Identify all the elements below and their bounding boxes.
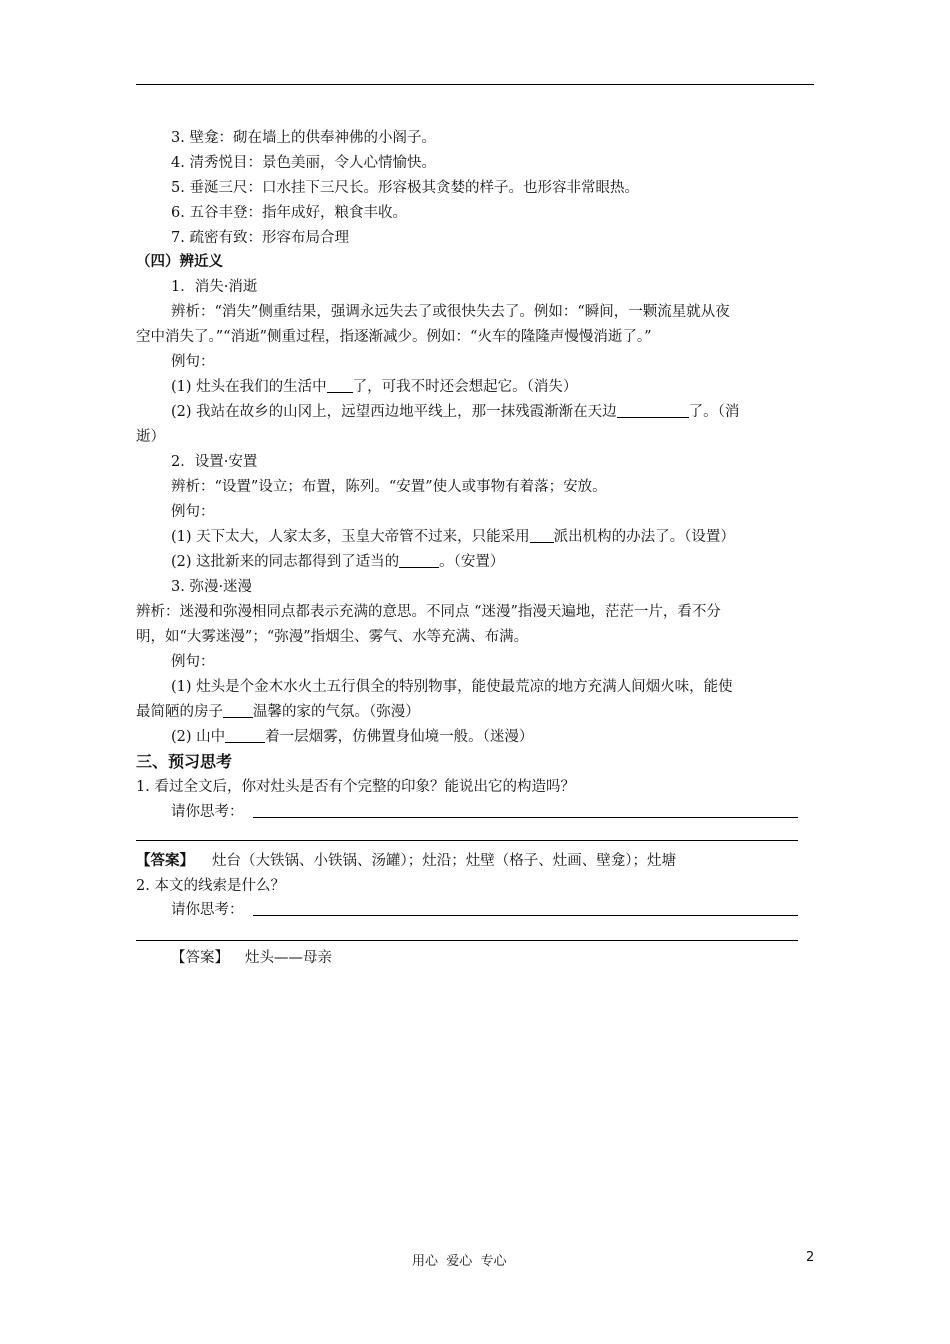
fill-blank[interactable] bbox=[223, 703, 253, 718]
group-3-example-label: 例句： bbox=[171, 654, 215, 670]
group-2-example-2: (2) 这批新来的同志都得到了适当的 。（安置） bbox=[171, 554, 505, 570]
group-2-example-1: (1) 天下太大，人家太多，玉皇大帝管不过来，只能采用 派出机构的办法了。（设置） bbox=[171, 529, 735, 545]
group-1-analysis-line1: 辨析：“消失”侧重结果，强调永远失去了或很快失去了。例如：“瞬间，一颗流星就从夜 bbox=[171, 304, 730, 320]
group-1-title: 1．消失·消逝 bbox=[171, 279, 258, 295]
fill-blank[interactable] bbox=[617, 403, 689, 418]
group-1-example-2-cont: 逝） bbox=[136, 429, 165, 445]
definition-6: 6. 五谷丰登：指年成好，粮食丰收。 bbox=[171, 205, 407, 221]
section-heading-synonyms: （四）辨近义 bbox=[136, 253, 223, 270]
answer-1: 【答案】 灶台（大铁锅、小铁锅、汤罐）；灶沿；灶壁（格子、灶画、壁龛）；灶塘 bbox=[136, 852, 676, 869]
group-3-example-1: (1) 灶头是个金木水火土五行俱全的特别物事，能使最荒凉的地方充满人间烟火味，能使 bbox=[171, 679, 733, 695]
fill-blank[interactable] bbox=[399, 553, 439, 568]
page-number: 2 bbox=[806, 1250, 815, 1265]
answer-line[interactable] bbox=[136, 840, 798, 841]
answer-2: 【答案】 灶头——母亲 bbox=[171, 950, 332, 966]
group-1-example-2: (2) 我站在故乡的山冈上，远望西边地平线上，那一抹残霞渐渐在天边 了。（消 bbox=[171, 404, 740, 420]
section-heading-preview: 三、预习思考 bbox=[136, 752, 233, 771]
group-3-analysis-line1: 辨析：迷漫和弥漫相同点都表示充满的意思。不同点 “迷漫”指漫天遍地，茫茫一片，看不分 bbox=[136, 604, 721, 620]
answer-line[interactable] bbox=[136, 940, 798, 941]
group-3-example-1-cont: 最简陋的房子 温馨的家的气氛。（弥漫） bbox=[136, 704, 420, 720]
question-1: 1. 看过全文后，你对灶头是否有个完整的印象？能说出它的构造吗？ bbox=[136, 779, 575, 795]
definition-3: 3. 壁龛：砌在墙上的供奉神佛的小阁子。 bbox=[171, 130, 436, 146]
group-3-example-2: (2) 山中 着一层烟雾，仿佛置身仙境一般。（迷漫） bbox=[171, 729, 534, 745]
fill-blank[interactable] bbox=[530, 528, 554, 543]
group-3-title: 3. 弥漫·迷漫 bbox=[171, 579, 253, 595]
group-2-title: 2．设置·安置 bbox=[171, 454, 258, 470]
definition-7: 7. 疏密有致：形容布局合理 bbox=[171, 230, 349, 246]
group-3-analysis-line2: 明，如“大雾迷漫”；“弥漫”指烟尘、雾气、水等充满、布满。 bbox=[136, 629, 529, 645]
group-2-example-label: 例句： bbox=[171, 504, 215, 520]
fill-blank[interactable] bbox=[225, 728, 265, 743]
group-2-analysis: 辨析：“设置”设立；布置，陈列。“安置”使人或事物有着落；安放。 bbox=[171, 479, 607, 495]
footer-motto: 用心 爱心 专心 bbox=[412, 1254, 507, 1269]
definition-5: 5. 垂涎三尺：口水挂下三尺长。形容极其贪婪的样子。也形容非常眼热。 bbox=[171, 180, 639, 196]
think-prompt-1: 请你思考： bbox=[171, 804, 244, 820]
group-1-example-1: (1) 灶头在我们的生活中 了，可我不时还会想起它。（消失） bbox=[171, 379, 578, 395]
group-1-example-label: 例句： bbox=[171, 354, 215, 370]
answer-line[interactable] bbox=[253, 915, 798, 916]
answer-line[interactable] bbox=[253, 817, 798, 818]
think-prompt-2: 请你思考： bbox=[171, 902, 244, 918]
group-1-analysis-line2: 空中消失了。”“消逝”侧重过程，指逐渐减少。例如：“火车的隆隆声慢慢消逝了。” bbox=[136, 329, 652, 345]
fill-blank[interactable] bbox=[327, 378, 353, 393]
definition-4: 4. 清秀悦目：景色美丽，令人心情愉快。 bbox=[171, 155, 436, 171]
question-2: 2. 本文的线索是什么？ bbox=[136, 878, 285, 894]
header-rule bbox=[136, 84, 814, 85]
